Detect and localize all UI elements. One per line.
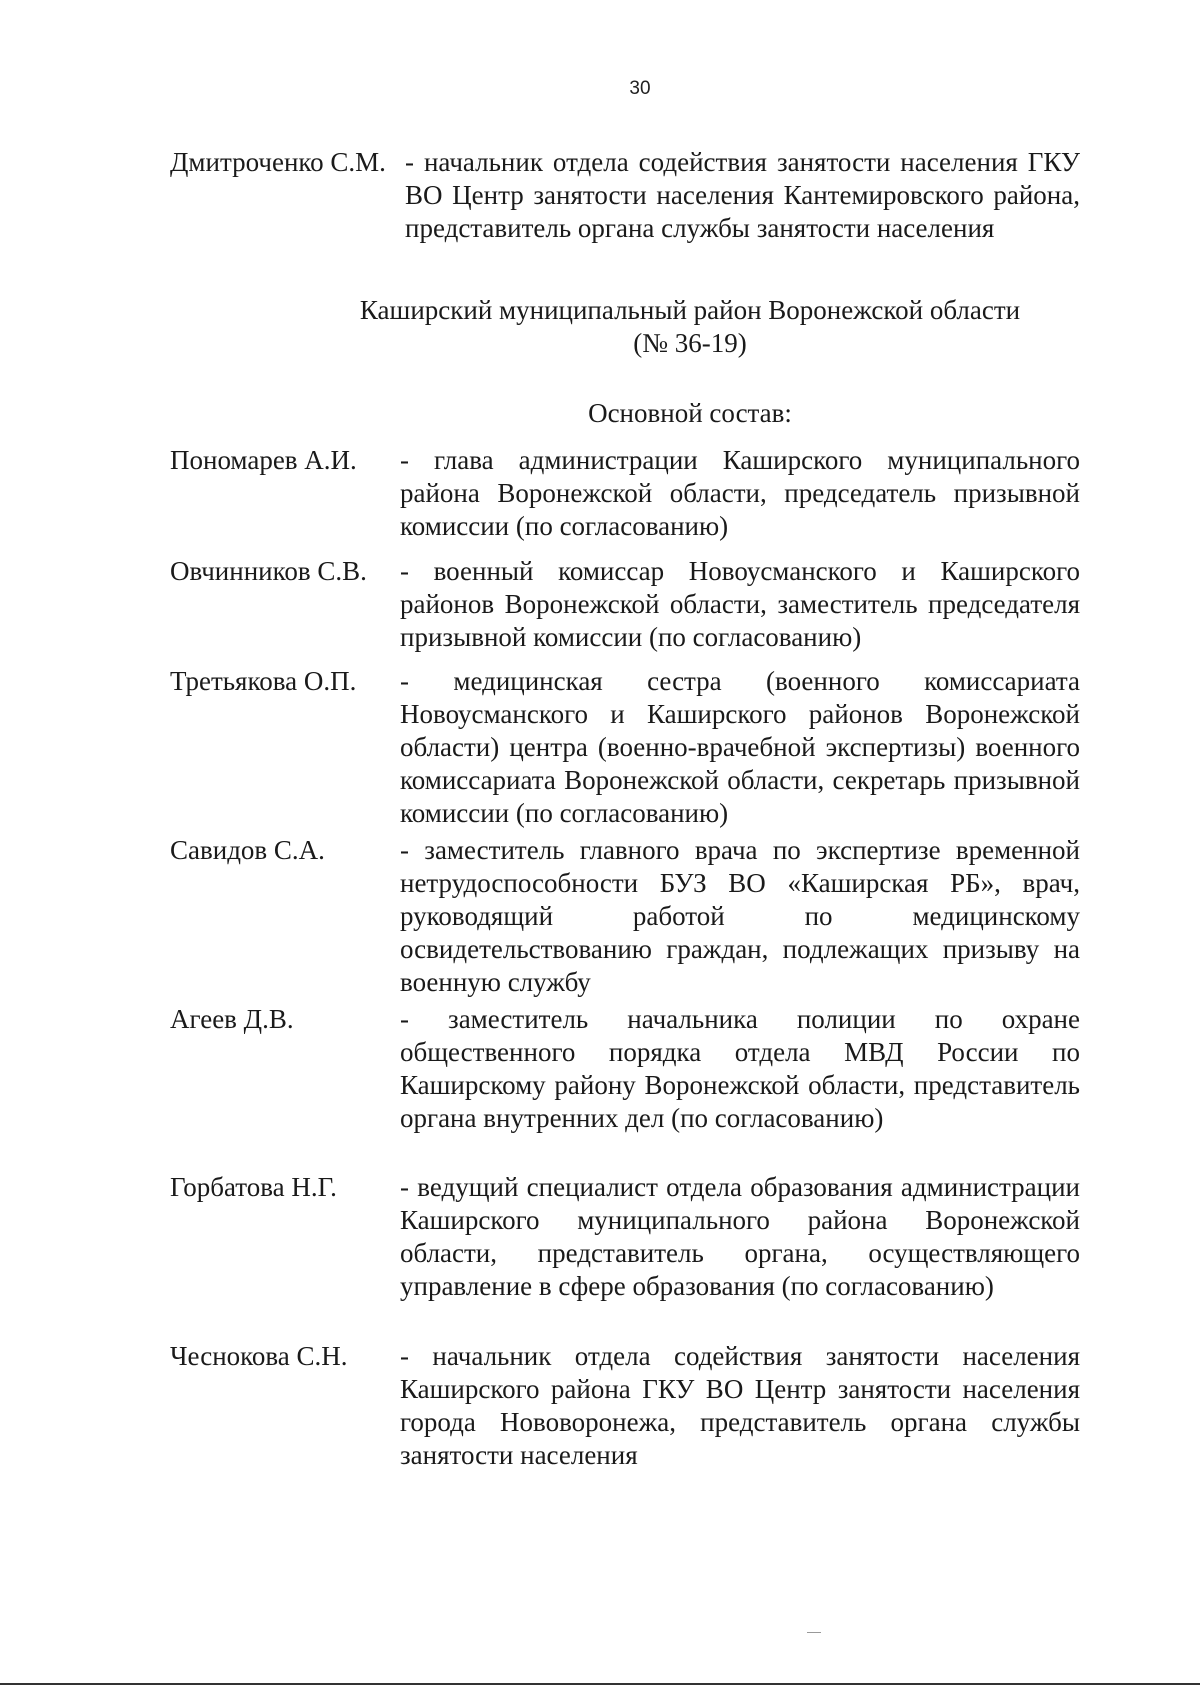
section-title: Каширский муниципальный район Воронежской области bbox=[359, 295, 1021, 325]
member-entry bbox=[170, 1171, 1080, 1303]
person-role: - ведущий специалист отдела образования администрации Каширского муниципального района Воронежской области, представитель органа, осуществляющего управление в сфере образования (по согласованию) bbox=[400, 1172, 1080, 1301]
person-name: Пономарев А.И. bbox=[170, 445, 357, 475]
person-role: - заместитель начальника полиции по охране общественного порядка отдела МВД России по Каширскому району Воронежской области, представитель органа внутренних дел (по согласованию) bbox=[400, 1004, 1080, 1133]
person-name: Савидов С.А. bbox=[170, 835, 325, 865]
top-entry bbox=[170, 146, 1080, 245]
person-role: - начальник отдела содействия занятости населения ГКУ ВО Центр занятости населения Кантемировского района, представитель органа службы занятости населения bbox=[405, 147, 1080, 243]
member-entry bbox=[170, 1340, 1080, 1472]
person-name: Третьякова О.П. bbox=[170, 666, 357, 696]
person-role: - глава администрации Каширского муниципального района Воронежской области, председатель призывной комиссии (по согласованию) bbox=[400, 445, 1080, 541]
section-subtitle: Основной состав: bbox=[588, 398, 792, 428]
person-role: - начальник отдела содействия занятости населения Каширского района ГКУ ВО Центр занятости населения города Нововоронежа, представитель органа службы занятости населения bbox=[400, 1341, 1080, 1470]
person-role: - заместитель главного врача по экспертизе временной нетрудоспособности БУЗ ВО «Каширская РБ», врач, руководящий работой по медицинскому освидетельствованию граждан, подлежащих призыву на военную службу bbox=[400, 835, 1080, 997]
member-entry bbox=[170, 444, 1080, 543]
person-name: Чеснокова С.Н. bbox=[170, 1341, 348, 1371]
person-role: - медицинская сестра (военного комиссариата Новоусманского и Каширского районов Воронежской области) центра (военно-врачебной экспертизы) военного комиссариата Воронежской области, секретарь призывной комиссии (по согласованию) bbox=[400, 666, 1080, 828]
member-entry bbox=[170, 834, 1080, 999]
person-name: Овчинников С.В. bbox=[170, 556, 367, 586]
section-number: (№ 36-19) bbox=[633, 328, 747, 358]
page-number: 30 bbox=[629, 78, 651, 99]
person-name: Горбатова Н.Г. bbox=[170, 1172, 337, 1202]
person-role: - военный комиссар Новоусманского и Каширского районов Воронежской области, заместитель председателя призывной комиссии (по согласованию) bbox=[400, 556, 1080, 652]
member-entry bbox=[170, 1003, 1080, 1135]
scan-mark bbox=[807, 1632, 821, 1633]
member-entry bbox=[170, 555, 1080, 654]
member-entry bbox=[170, 665, 1080, 830]
page-bottom-rule bbox=[0, 1683, 1200, 1685]
person-name: Агеев Д.В. bbox=[170, 1004, 294, 1034]
person-name: Дмитроченко С.М. bbox=[170, 147, 386, 177]
